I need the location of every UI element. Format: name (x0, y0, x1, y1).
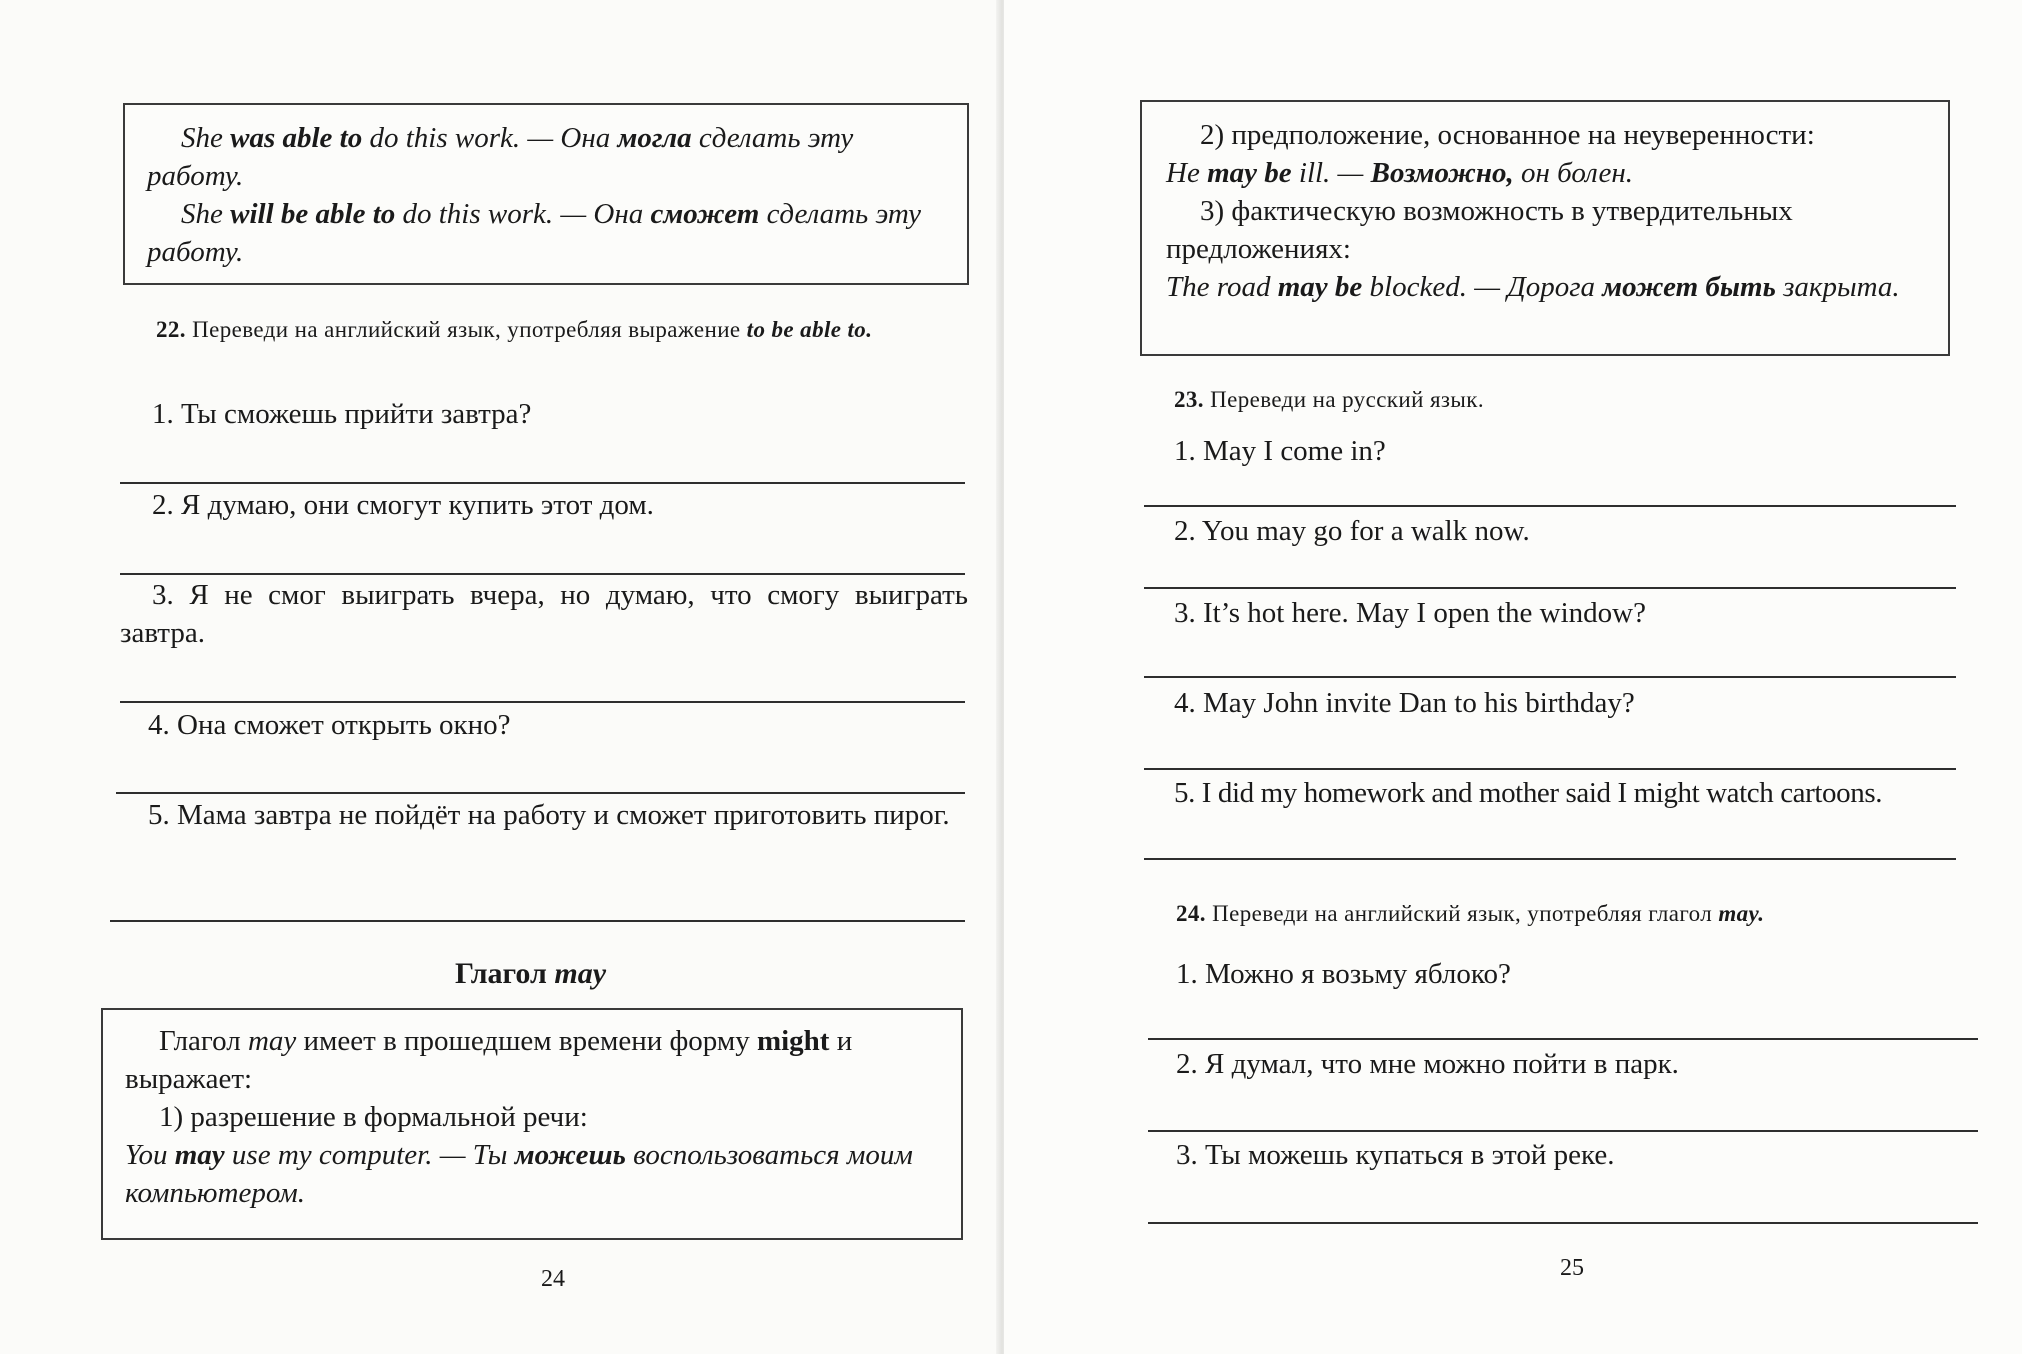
answer-line[interactable] (1148, 1130, 1978, 1132)
right-page (1004, 0, 2022, 1354)
exercise-24-item: 1. Можно я возьму яблоко? (1176, 958, 1511, 990)
answer-line[interactable] (110, 920, 965, 922)
section-title: Глагол may (455, 957, 607, 990)
answer-line[interactable] (120, 573, 965, 575)
exercise-22-item: 2. Я думаю, они смогут купить этот дом. (152, 489, 654, 521)
exercise-24-item: 2. Я думал, что мне можно пойти в парк. (1176, 1048, 1679, 1080)
exercise-22-item: 4. Она сможет открыть окно? (148, 709, 511, 741)
exercise-22-item: 1. Ты сможешь прийти завтра? (152, 398, 532, 430)
answer-line[interactable] (116, 792, 965, 794)
page-number: 25 (1560, 1255, 1584, 1281)
rule-example-future: She will be able to do this work. — Она сможет сделать эту работу. (147, 198, 921, 268)
answer-line[interactable] (1148, 1222, 1978, 1224)
exercise-23-instruction: 23. Переведи на русский язык. (1174, 387, 1484, 412)
exercise-22-item: 3. Я не смог выиграть вчера, но думаю, что смогу выиграть завтра. (120, 579, 968, 649)
exercise-23-item: 4. May John invite Dan to his birthday? (1174, 687, 1635, 719)
exercise-22-instruction: 22. Переведи на английский язык, употребляя выражение to be able to. (156, 317, 873, 342)
exercise-24-item: 3. Ты можешь купаться в этой реке. (1176, 1139, 1615, 1171)
exercise-23-item: 5. I did my homework and mother said I might watch cartoons. (1174, 777, 1883, 809)
answer-line[interactable] (1148, 1038, 1978, 1040)
exercise-23-item: 1. May I come in? (1174, 435, 1386, 467)
answer-line[interactable] (120, 482, 965, 484)
answer-line[interactable] (1144, 676, 1956, 678)
may-rule-example-1: You may use my computer. — Ты можешь воспользоваться моим компьютером. (125, 1139, 913, 1209)
exercise-24-instruction: 24. Переведи на английский язык, употребляя глагол may. (1176, 901, 1765, 926)
able-to-rule-box (123, 103, 969, 285)
may-rule-example-2: He may be ill. — Возможно, он болен. (1166, 157, 1634, 189)
may-rule-point-3: 3) фактическую возможность в утвердительных предложениях: (1166, 195, 1793, 265)
exercise-22-item: 5. Мама завтра не пойдёт на работу и сможет приготовить пирог. (148, 799, 950, 831)
exercise-23-item: 3. It’s hot here. May I open the window? (1174, 597, 1646, 629)
may-rule-point-2: 2) предположение, основанное на неуверенности: (1200, 119, 1815, 151)
answer-line[interactable] (120, 701, 965, 703)
exercise-23-item: 2. You may go for a walk now. (1174, 515, 1530, 547)
page-number: 24 (541, 1266, 565, 1292)
may-rule-intro: Глагол may имеет в прошедшем времени форму might и выражает: (125, 1025, 853, 1095)
may-rule-box-continued (1140, 100, 1950, 356)
may-rule-box (101, 1008, 963, 1240)
answer-line[interactable] (1144, 505, 1956, 507)
left-page (0, 0, 1000, 1354)
answer-line[interactable] (1144, 587, 1956, 589)
may-rule-example-3: The road may be blocked. — Дорога может быть закрыта. (1166, 271, 1900, 303)
may-rule-point-1: 1) разрешение в формальной речи: (159, 1101, 588, 1133)
rule-example-past: She was able to do this work. — Она могла сделать эту работу. (147, 122, 854, 192)
answer-line[interactable] (1144, 858, 1956, 860)
answer-line[interactable] (1144, 768, 1956, 770)
